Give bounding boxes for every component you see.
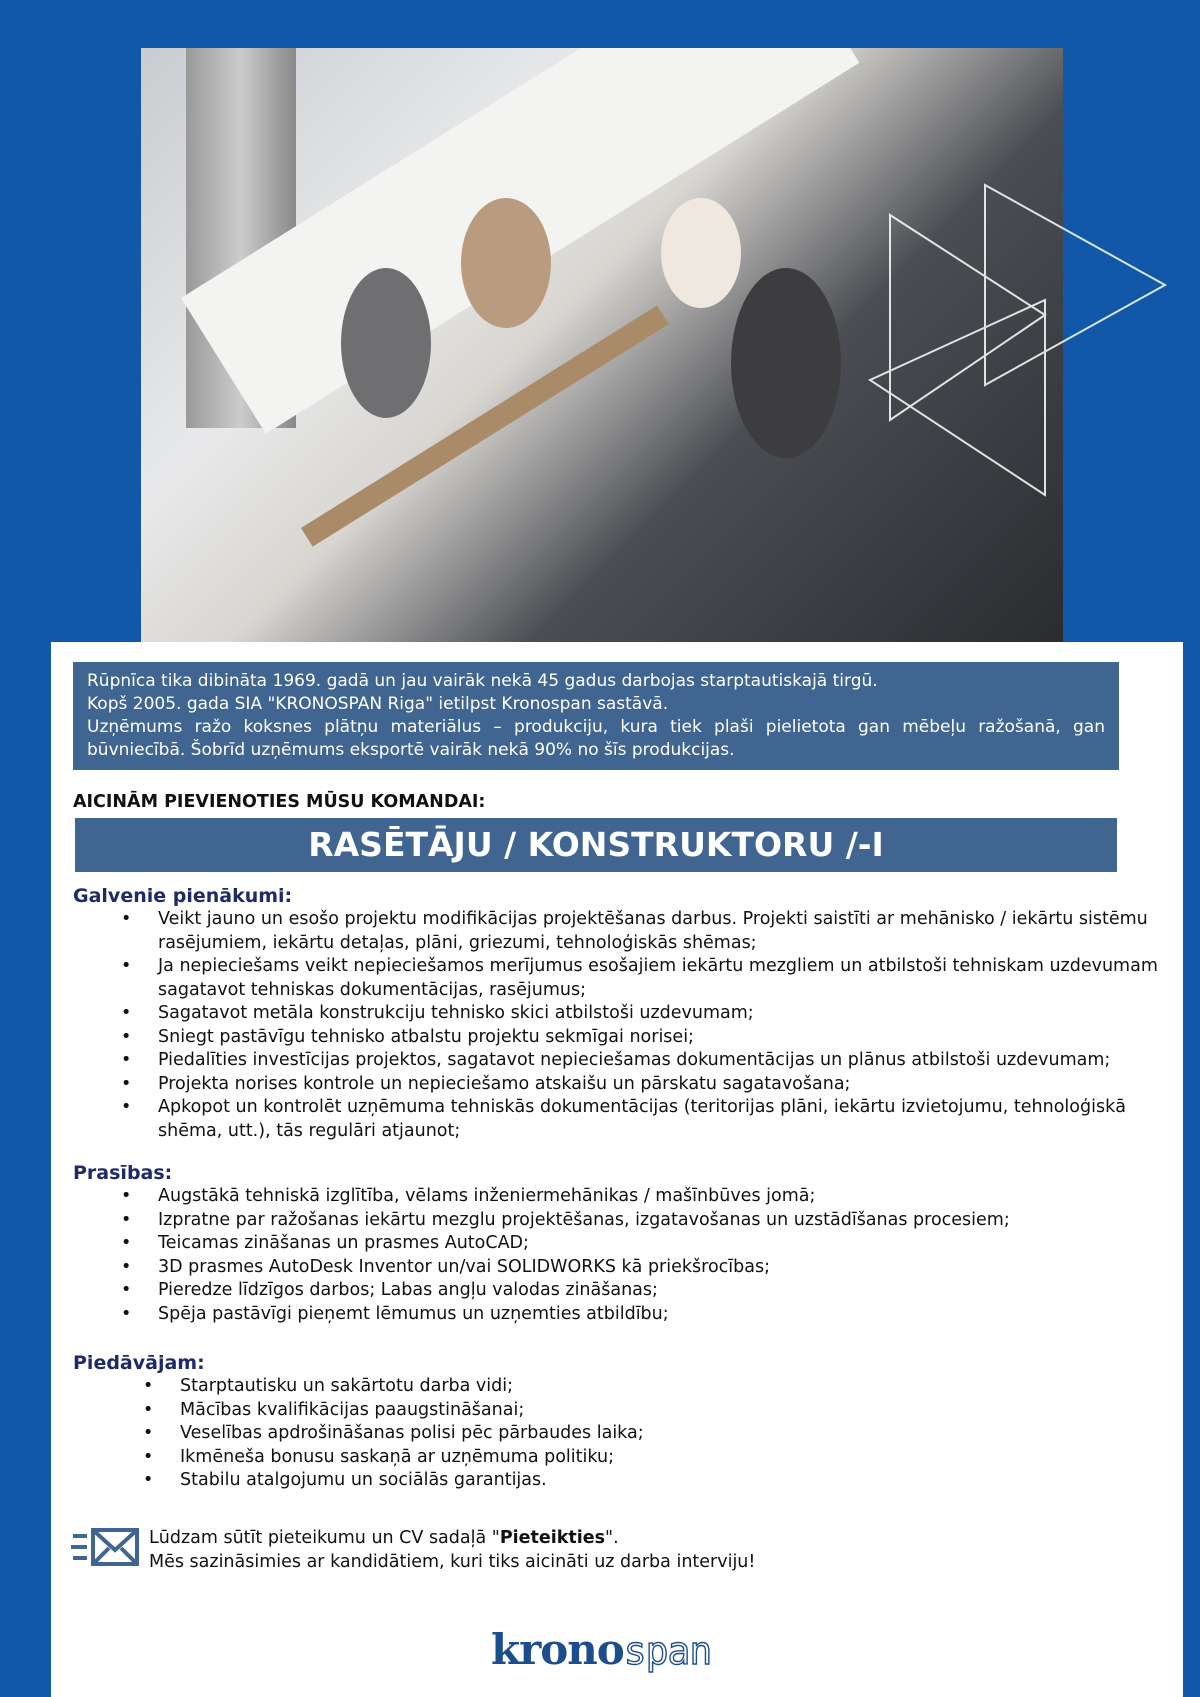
list-item: • Starptautisku un sakārtotu darba vidi; <box>73 1375 1173 1399</box>
list-item: • Izpratne par ražošanas iekārtu mezglu projektēšanas, izgatavošanas un uzstādīšanas procesiem; <box>73 1209 1173 1233</box>
list-item: • Augstākā tehniskā izglītība, vēlams inženiermehānikas / mašīnbūves jomā; <box>73 1185 1173 1209</box>
list-item: • Stabilu atalgojumu un sociālās garantijas. <box>73 1469 1173 1493</box>
list-item: • Pieredze līdzīgos darbos; Labas angļu valodas zināšanas; <box>73 1279 1173 1303</box>
list-item: • Veikt jauno un esošo projektu modifikācijas projektēšanas darbus. Projekti saistīti ar mehānisko / iekārtu sistēmu rasējumiem, iekārtu detaļas, plāni, griezumi, tehnoloģiskās shēmas; <box>73 908 1173 955</box>
list-item: • Apkopot un kontrolēt uzņēmuma tehniskās dokumentācijas (teritorijas plāni, iekārtu izvietojumu, tehnoloģiskā shēma, utt.), tās regulāri atjaunot; <box>73 1096 1173 1143</box>
list-item: • Mācības kvalifikācijas paaugstināšanai; <box>73 1399 1173 1423</box>
list-item: • Sniegt pastāvīgu tehnisko atbalstu projektu sekmīgai norisei; <box>73 1026 1173 1050</box>
contact-line-2: Mēs sazināsimies ar kandidātiem, kuri tiks aicināti uz darba interviju! <box>149 1552 756 1572</box>
contact-text: Lūdzam sūtīt pieteikumu un CV sadaļā " <box>149 1528 500 1548</box>
list-item: • Veselības apdrošināšanas polisi pēc pārbaudes laika; <box>73 1422 1173 1446</box>
logo-bold: krono <box>491 1625 624 1674</box>
duties-section <box>73 884 1173 1143</box>
contact-text: ". <box>605 1528 619 1548</box>
job-posting <box>51 642 1183 1697</box>
requirements-section <box>73 1161 1173 1326</box>
list-item: • Teicamas zināšanas un prasmes AutoCAD; <box>73 1232 1173 1256</box>
kronospan-logo <box>491 1625 711 1674</box>
list-item: • Projekta norises kontrole un nepieciešamo atskaišu un pārskatu sagatavošana; <box>73 1073 1173 1097</box>
offer-heading: Piedāvājam: <box>73 1352 205 1374</box>
job-title: RASĒTĀJU / KONSTRUKTORU /-I <box>75 818 1117 872</box>
list-item: • Sagatavot metāla konstrukciju tehnisko skici atbilstoši uzdevumam; <box>73 1002 1173 1026</box>
logo-light: span <box>623 1629 712 1673</box>
envelope-icon <box>71 1526 141 1570</box>
list-item: • Ja nepieciešams veikt nepieciešamos merījumus esošajiem iekārtu mezgliem un atbilstoši tehniskam uzdevumam sagatavot tehniskas dokumentācijas, rasējumus; <box>73 955 1173 1002</box>
list-item: • Ikmēneša bonusu saskaņā ar uzņēmuma politiku; <box>73 1446 1173 1470</box>
requirements-heading: Prasības: <box>73 1162 173 1184</box>
apply-keyword: Pieteikties <box>499 1528 606 1548</box>
intro-line: Kopš 2005. gada SIA "KRONOSPAN Riga" ietilpst Kronospan sastāvā. <box>87 694 669 714</box>
company-intro <box>73 662 1119 770</box>
intro-line: Rūpnīca tika dibināta 1969. gadā un jau vairāk nekā 45 gadus darbojas starptautiskajā tirgū. <box>87 671 878 691</box>
decorative-triangles <box>0 0 1200 700</box>
invite-heading: AICINĀM PIEVIENOTIES MŪSU KOMANDAI: <box>73 792 486 812</box>
duties-heading: Galvenie pienākumi: <box>73 885 293 907</box>
list-item: • Spēja pastāvīgi pieņemt lēmumus un uzņemties atbildību; <box>73 1303 1173 1327</box>
contact-note <box>71 1526 755 1574</box>
offer-section <box>73 1351 1173 1493</box>
list-item: • 3D prasmes AutoDesk Inventor un/vai SOLIDWORKS kā priekšrocības; <box>73 1256 1173 1280</box>
list-item: • Piedalīties investīcijas projektos, sagatavot nepieciešamas dokumentācijas un plānus atbilstoši uzdevumam; <box>73 1049 1173 1073</box>
contact-line-1 <box>149 1526 755 1550</box>
intro-line: Uzņēmums ražo koksnes plātņu materiālus – produkciju, kura tiek plaši pielietota gan mēbeļu ražošanā, gan būvniecībā. Šobrīd uzņēmums eksportē vairāk nekā 90% no šīs produkcijas. <box>87 717 1105 760</box>
